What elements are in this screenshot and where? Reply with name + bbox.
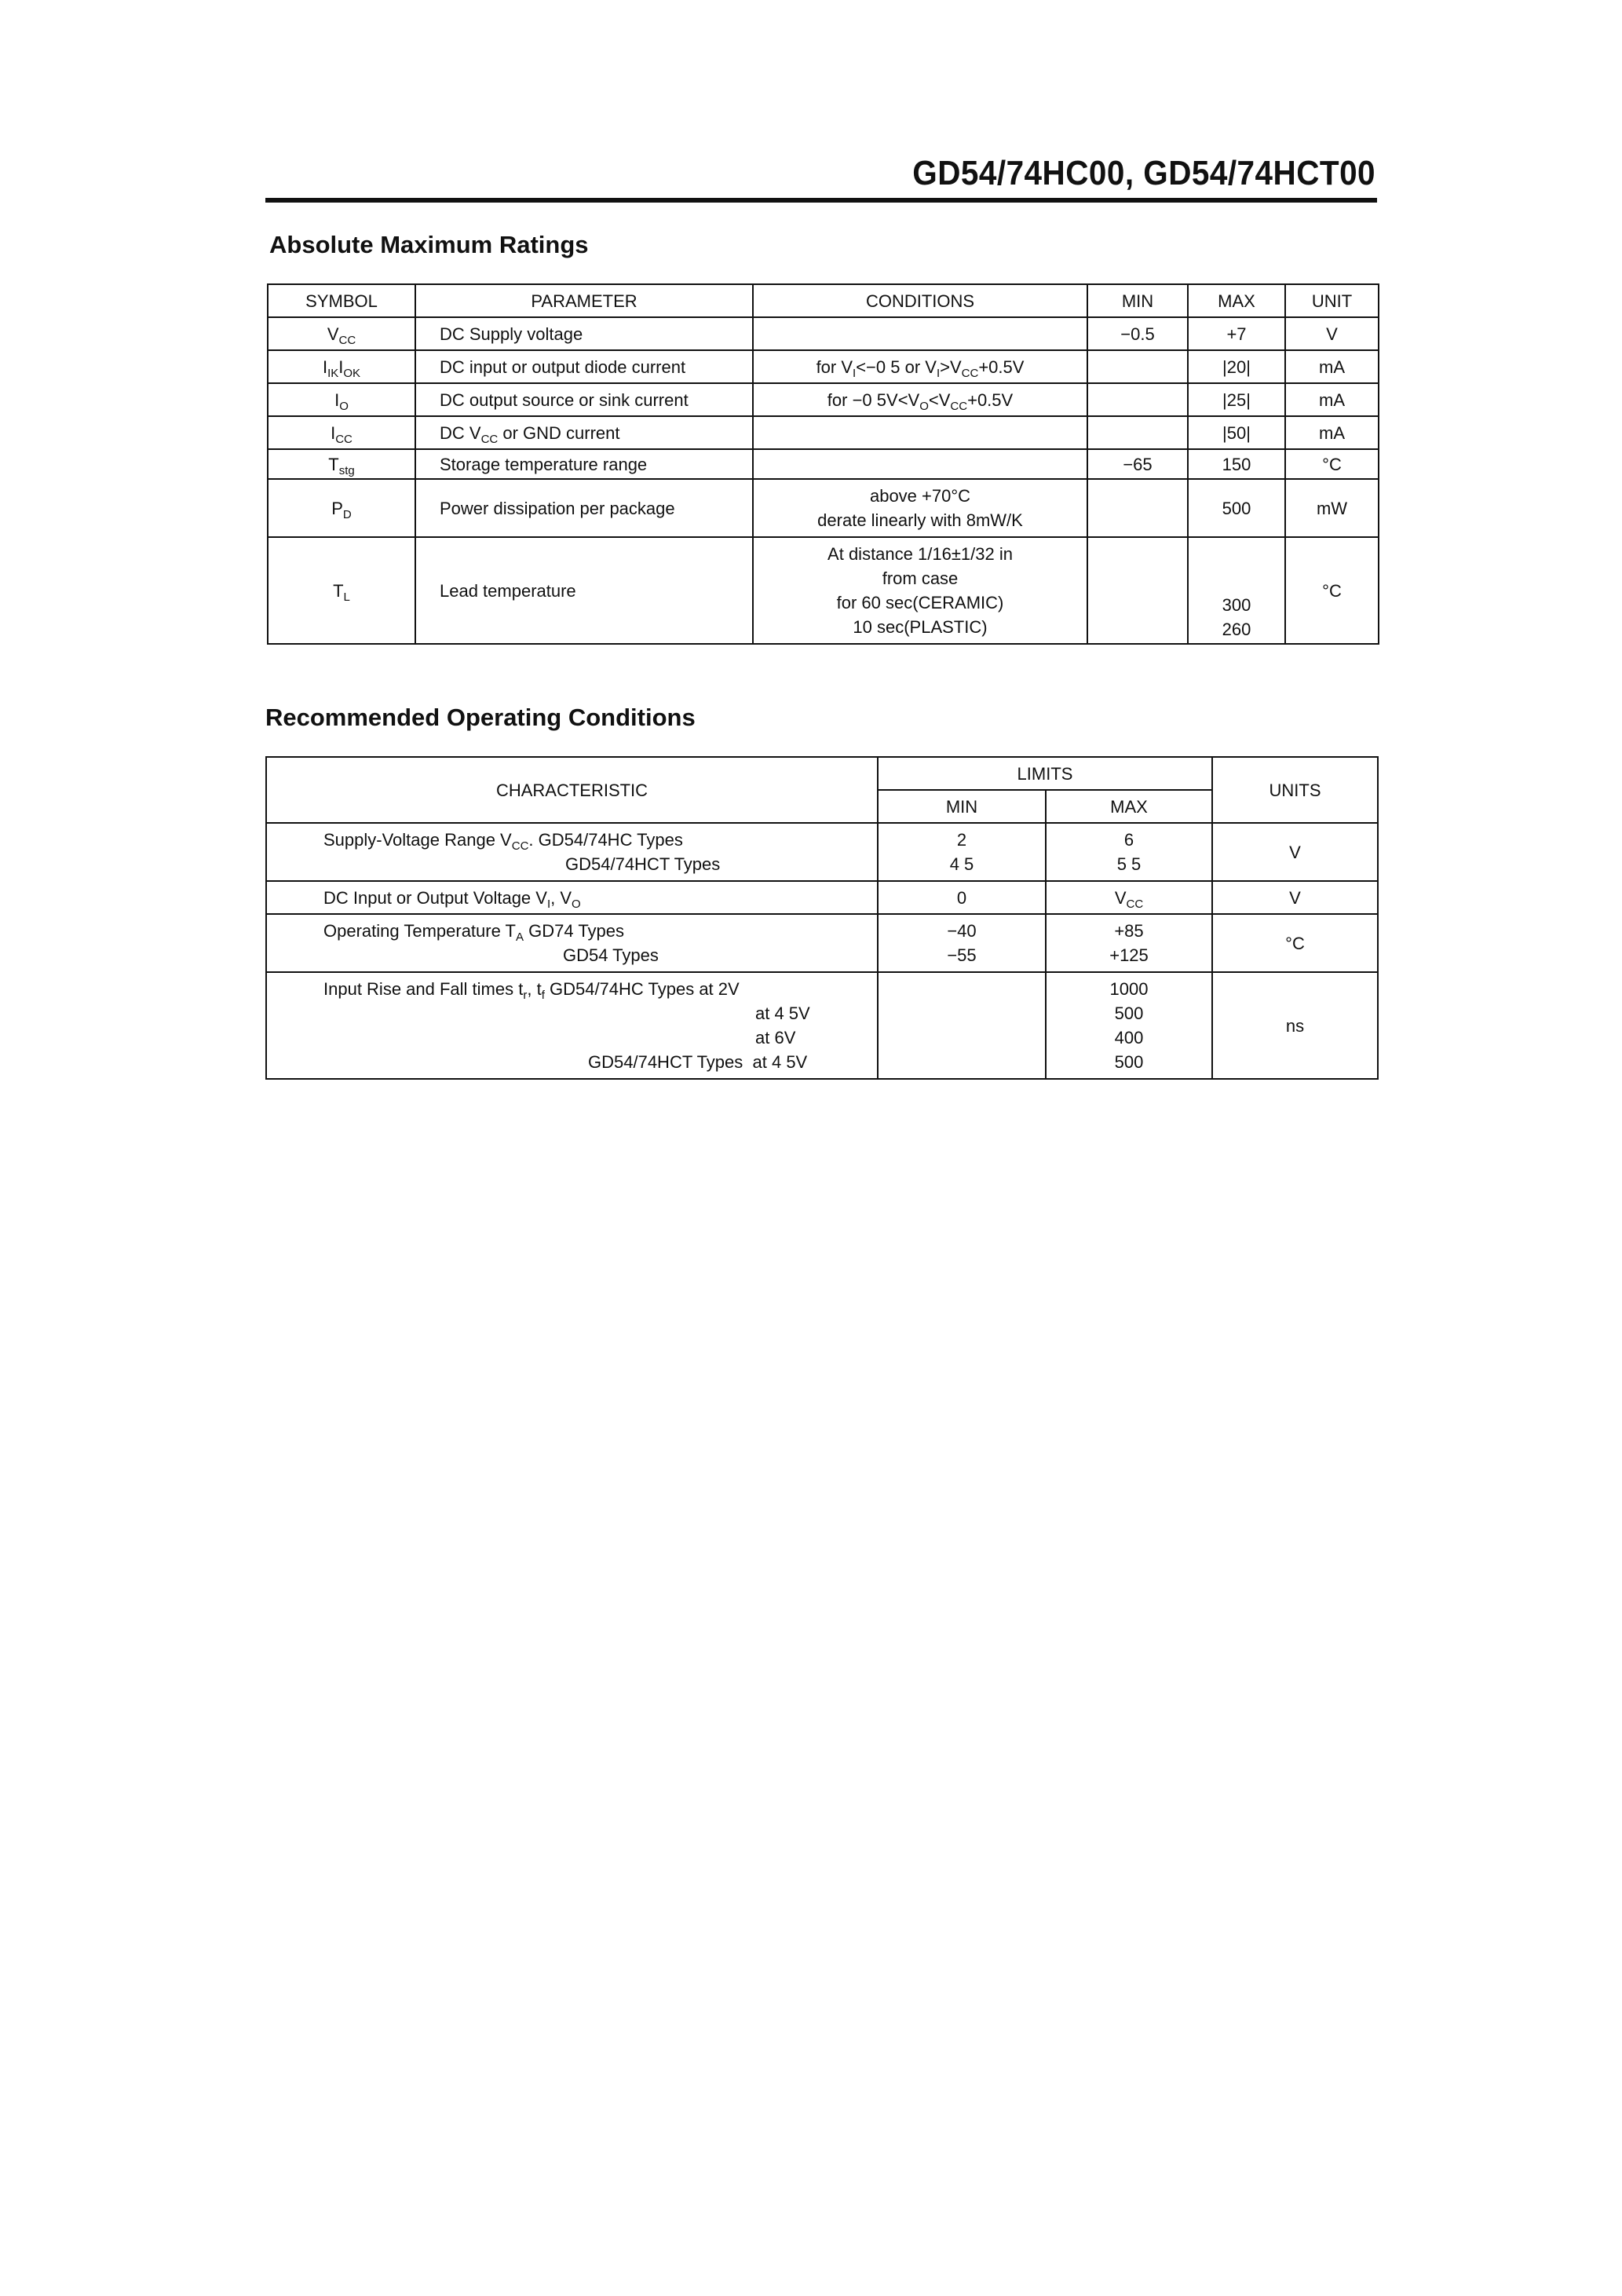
min-cell: [1087, 383, 1188, 416]
min-cell: 2 4 5: [878, 823, 1046, 881]
col-header-min: MIN: [878, 790, 1046, 823]
col-header-max: MAX: [1046, 790, 1212, 823]
max-cell: 300 260: [1188, 537, 1285, 644]
symbol-cell: $T_{stg}$: [268, 449, 415, 479]
col-header-parameter: PARAMETER: [415, 284, 753, 317]
table-row: [268, 449, 1379, 479]
characteristic-cell: Input Rise and Fall times $t_r$, $t_f$ GD54/74HC Types at 2V at 4 5V at 6V GD54/74HCT Types at 4 5V: [266, 972, 878, 1079]
conditions-cell: [753, 416, 1087, 449]
max-cell: |25|: [1188, 383, 1285, 416]
symbol-cell: $P_D$: [268, 479, 415, 537]
min-cell: −65: [1087, 449, 1188, 479]
col-header-limits: LIMITS: [878, 757, 1212, 790]
max-cell: 6 5 5: [1046, 823, 1212, 881]
table-row: [266, 881, 1378, 914]
unit-cell: °C: [1285, 449, 1379, 479]
max-cell: 150: [1188, 449, 1285, 479]
min-cell: [1087, 479, 1188, 537]
unit-cell: mW: [1285, 479, 1379, 537]
conditions-cell: for $V_I<-0$ 5 or $V_I>V_{CC}+0.5V$: [753, 350, 1087, 383]
section-heading-absolute-maximum-ratings: Absolute Maximum Ratings: [269, 231, 589, 258]
table-row: [268, 317, 1379, 350]
parameter-cell: DC output source or sink current: [415, 383, 753, 416]
table-header-row: [266, 757, 1378, 790]
table-row: [268, 416, 1379, 449]
unit-cell: V: [1285, 317, 1379, 350]
conditions-cell: above +70°C derate linearly with 8mW/K: [753, 479, 1087, 537]
parameter-cell: DC $V_{CC}$ or GND current: [415, 416, 753, 449]
conditions-cell: [753, 317, 1087, 350]
unit-cell: ns: [1212, 972, 1378, 1079]
parameter-cell: Storage temperature range: [415, 449, 753, 479]
symbol-cell: $I_O$: [268, 383, 415, 416]
section-heading-recommended-operating-conditions: Recommended Operating Conditions: [265, 704, 696, 731]
conditions-cell: for −0 $5V<V_O<V_{CC}+0.5V$: [753, 383, 1087, 416]
symbol-cell: $T_L$: [268, 537, 415, 644]
table-header-row: [268, 284, 1379, 317]
conditions-cell: [753, 449, 1087, 479]
col-header-unit: UNIT: [1285, 284, 1379, 317]
page-title: GD54/74HC00, GD54/74HCT00: [912, 154, 1375, 192]
absolute-maximum-ratings-table: [267, 283, 1379, 645]
col-header-symbol: SYMBOL: [268, 284, 415, 317]
conditions-cell: At distance 1/16±1/32 in from case for 60 sec(CERAMIC) 10 sec(PLASTIC): [753, 537, 1087, 644]
col-header-units: UNITS: [1212, 757, 1378, 823]
max-cell: $V_{CC}$: [1046, 881, 1212, 914]
unit-cell: V: [1212, 881, 1378, 914]
symbol-cell: $V_{CC}$: [268, 317, 415, 350]
table-row: [268, 537, 1379, 644]
col-header-conditions: CONDITIONS: [753, 284, 1087, 317]
col-header-max: MAX: [1188, 284, 1285, 317]
max-cell: 1000 500 400 500: [1046, 972, 1212, 1079]
max-cell: 500: [1188, 479, 1285, 537]
col-header-characteristic: CHARACTERISTIC: [266, 757, 878, 823]
min-cell: [1087, 350, 1188, 383]
symbol-cell: $I_{IK}I_{OK}$: [268, 350, 415, 383]
min-cell: 0: [878, 881, 1046, 914]
min-cell: −40 −55: [878, 914, 1046, 972]
table-row: [266, 914, 1378, 972]
table-row: [266, 823, 1378, 881]
table-row: [268, 383, 1379, 416]
max-cell: +85 +125: [1046, 914, 1212, 972]
unit-cell: mA: [1285, 383, 1379, 416]
unit-cell: mA: [1285, 416, 1379, 449]
parameter-cell: DC Supply voltage: [415, 317, 753, 350]
unit-cell: °C: [1212, 914, 1378, 972]
max-cell: |20|: [1188, 350, 1285, 383]
min-cell: [1087, 416, 1188, 449]
table-row: [268, 350, 1379, 383]
unit-cell: °C: [1285, 537, 1379, 644]
min-cell: −0.5: [1087, 317, 1188, 350]
characteristic-cell: Operating Temperature $T_A$ GD74 Types GD54 Types: [266, 914, 878, 972]
symbol-cell: $I_{CC}$: [268, 416, 415, 449]
characteristic-cell: DC Input or Output Voltage $V_I$, $V_O$: [266, 881, 878, 914]
unit-cell: V: [1212, 823, 1378, 881]
table-row: [266, 972, 1378, 1079]
characteristic-cell: Supply-Voltage Range $V_{CC}$. GD54/74HC Types GD54/74HCT Types: [266, 823, 878, 881]
unit-cell: mA: [1285, 350, 1379, 383]
min-cell: [878, 972, 1046, 1079]
parameter-cell: Lead temperature: [415, 537, 753, 644]
parameter-cell: DC input or output diode current: [415, 350, 753, 383]
parameter-cell: Power dissipation per package: [415, 479, 753, 537]
recommended-operating-conditions-table: [265, 756, 1379, 1080]
title-rule: [265, 198, 1377, 203]
max-cell: |50|: [1188, 416, 1285, 449]
max-cell: +7: [1188, 317, 1285, 350]
col-header-min: MIN: [1087, 284, 1188, 317]
table-row: [268, 479, 1379, 537]
min-cell: [1087, 537, 1188, 644]
